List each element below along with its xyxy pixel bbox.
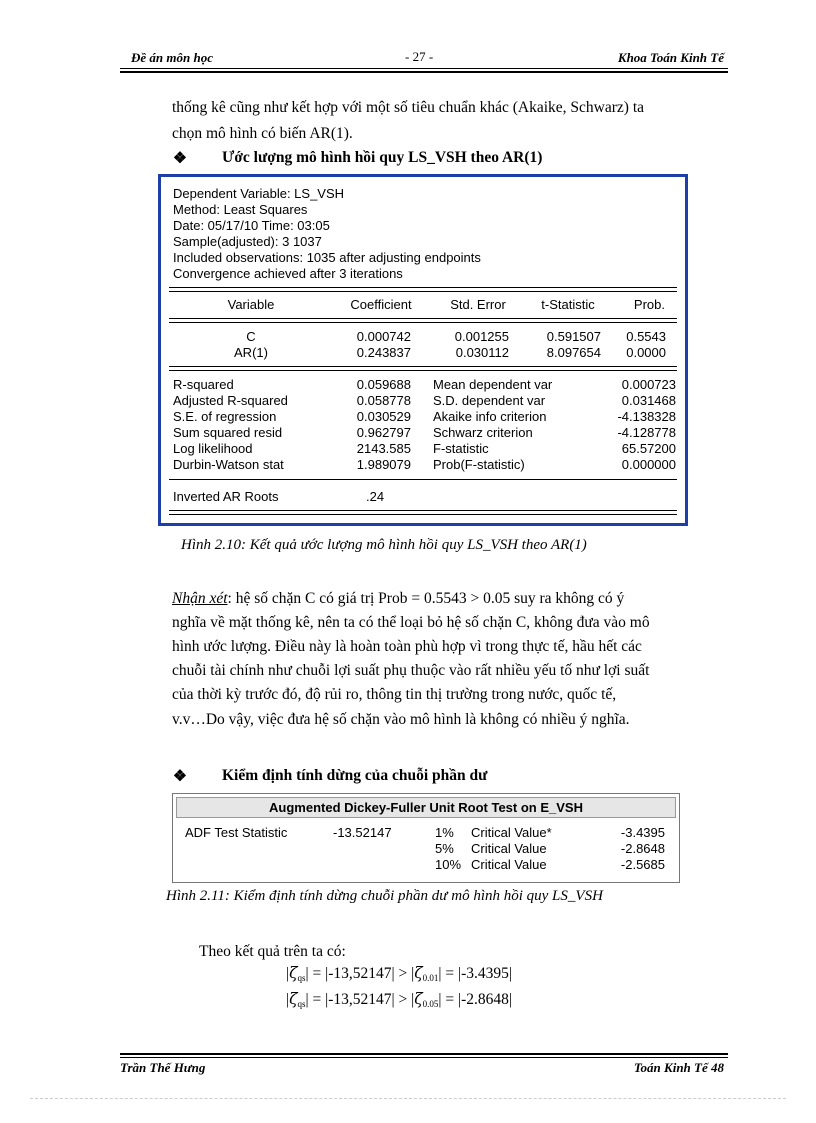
stat-label: Schwarz criterion [433,425,533,440]
stat-label: Log likelihood [173,441,253,456]
stat-value: 65.57200 [621,441,676,456]
stat-value: -4.138328 [617,409,676,424]
page-number: - 27 - [405,49,434,64]
stat-value: 0.031468 [621,393,676,408]
table-rule [169,479,677,480]
coef-value: 0.000742 [356,329,411,344]
footer-left: Trần Thế Hưng [120,1060,206,1075]
se-value: 0.030112 [455,345,509,360]
remark-line: chuỗi tài chính như chuỗi lợi suất phụ thuộc vào rất nhiều yếu tố như lợi suất [172,662,650,679]
coef-value: 0.243837 [356,345,411,360]
section-heading-2: Kiểm định tính dừng của chuỗi phần dư [222,767,488,784]
stat-value: 0.000723 [621,377,676,392]
header-left: Đề án môn học [131,50,213,65]
diamond-bullet-icon: ❖ [173,150,187,167]
stat-value: 0.058778 [356,393,411,408]
info-line: Included observations: 1035 after adjusting endpoints [173,250,481,265]
crit-value: -3.4395 [620,825,665,840]
remark-label: Nhận xét [172,590,228,607]
col-header: Coefficient [350,297,412,312]
header-rule-thick [120,71,728,73]
table-rule [169,510,677,515]
header-right: Khoa Toán Kinh Tế [617,50,724,65]
crit-label: Critical Value [471,841,547,856]
stat-value: 2143.585 [356,441,411,456]
remark-line: của thời kỳ trước đó, độ rủi ro, thông tin thị trường trong nước, quốc tế, [172,686,617,703]
crit-level: 1% [435,825,454,840]
crit-level: 10% [435,857,462,872]
prob-value: 0.0000 [626,345,666,360]
roots-label: Inverted AR Roots [173,489,279,504]
table-rule [169,318,677,323]
stat-label: S.E. of regression [173,409,277,424]
adf-stat-value: -13.52147 [333,825,392,840]
var-name: AR(1) [234,345,268,360]
equation-1: $|\zeta_{qs}| = |-13,52147| > |\zeta_{0.01}| = |-3.4395|$ [286,964,512,983]
col-header: t-Statistic [541,297,595,312]
crit-value: -2.8648 [620,841,665,856]
figure-caption-2: Hình 2.11: Kiểm định tính dừng chuỗi phần dư mô hình hồi quy LS_VSH [166,888,603,904]
diamond-bullet-icon: ❖ [173,768,187,785]
regression-output-table [158,174,688,526]
info-line: Sample(adjusted): 3 1037 [173,234,322,249]
remark-line-1: Nhận xét: hệ số chặn C có giá trị Prob = 0.5543 > 0.05 suy ra không có ý [172,590,625,607]
adf-title: Augmented Dickey-Fuller Unit Root Test on E_VSH [176,797,676,818]
remark-line: hình ước lượng. Điều này là hoàn toàn phù hợp vì trong thực tế, hầu hết các [172,638,642,655]
stat-label: Sum squared resid [173,425,283,440]
section-heading-1: Ước lượng mô hình hồi quy LS_VSH theo AR(1) [222,149,543,166]
roots-value: .24 [366,489,385,504]
stat-label: S.D. dependent var [433,393,546,408]
stat-label: Prob(F-statistic) [433,457,525,472]
header-rule [120,68,728,69]
stat-value: 1.989079 [356,457,411,472]
crit-label: Critical Value [471,857,547,872]
stat-label: Adjusted R-squared [173,393,288,408]
result-intro: Theo kết quả trên ta có: [199,943,346,960]
crit-level: 5% [435,841,454,856]
crit-label: Critical Value* [471,825,552,840]
table-rule [169,366,677,371]
footer-rule [120,1057,728,1058]
table-rule [169,287,677,292]
adf-stat-label: ADF Test Statistic [185,825,288,840]
stat-value: 0.000000 [621,457,676,472]
remark-line: v.v…Do vậy, việc đưa hệ số chặn vào mô hình là không có nhiều ý nghĩa. [172,711,630,728]
stat-value: 0.059688 [356,377,411,392]
intro-line-2: chọn mô hình có biến AR(1). [172,125,353,142]
equation-2: $|\zeta_{qs}| = |-13,52147| > |\zeta_{0.05}| = |-2.8648|$ [286,990,512,1009]
prob-value: 0.5543 [626,329,666,344]
stat-label: F-statistic [433,441,489,456]
col-header: Prob. [633,297,665,312]
stat-value: -4.128778 [617,425,676,440]
stat-value: 0.962797 [356,425,411,440]
t-value: 0.591507 [546,329,601,344]
page-edge [30,1098,786,1099]
stat-value: 0.030529 [356,409,411,424]
info-line: Convergence achieved after 3 iterations [173,266,403,281]
t-value: 8.097654 [546,345,601,360]
stat-label: Akaike info criterion [433,409,547,424]
col-header: Variable [227,297,275,312]
crit-value: -2.5685 [620,857,665,872]
info-line: Dependent Variable: LS_VSH [173,186,345,201]
figure-caption-1: Hình 2.10: Kết quả ước lượng mô hình hồi quy LS_VSH theo AR(1) [181,537,587,553]
se-value: 0.001255 [454,329,509,344]
remark-line: nghĩa về mặt thống kê, nên ta có thể loại bỏ hệ số chặn C, không đưa vào mô [172,614,650,631]
col-header: Std. Error [450,297,506,312]
intro-line-1: thống kê cũng như kết hợp với một số tiêu chuẩn khác (Akaike, Schwarz) ta [172,99,645,116]
info-line: Method: Least Squares [173,202,308,217]
stat-label: R-squared [173,377,234,392]
var-name: C [246,329,256,344]
info-line: Date: 05/17/10 Time: 03:05 [173,218,330,233]
stat-label: Mean dependent var [433,377,553,392]
footer-right: Toán Kinh Tế 48 [633,1060,724,1075]
stat-label: Durbin-Watson stat [173,457,284,472]
adf-test-table [172,793,680,883]
footer-rule-thick [120,1053,728,1055]
